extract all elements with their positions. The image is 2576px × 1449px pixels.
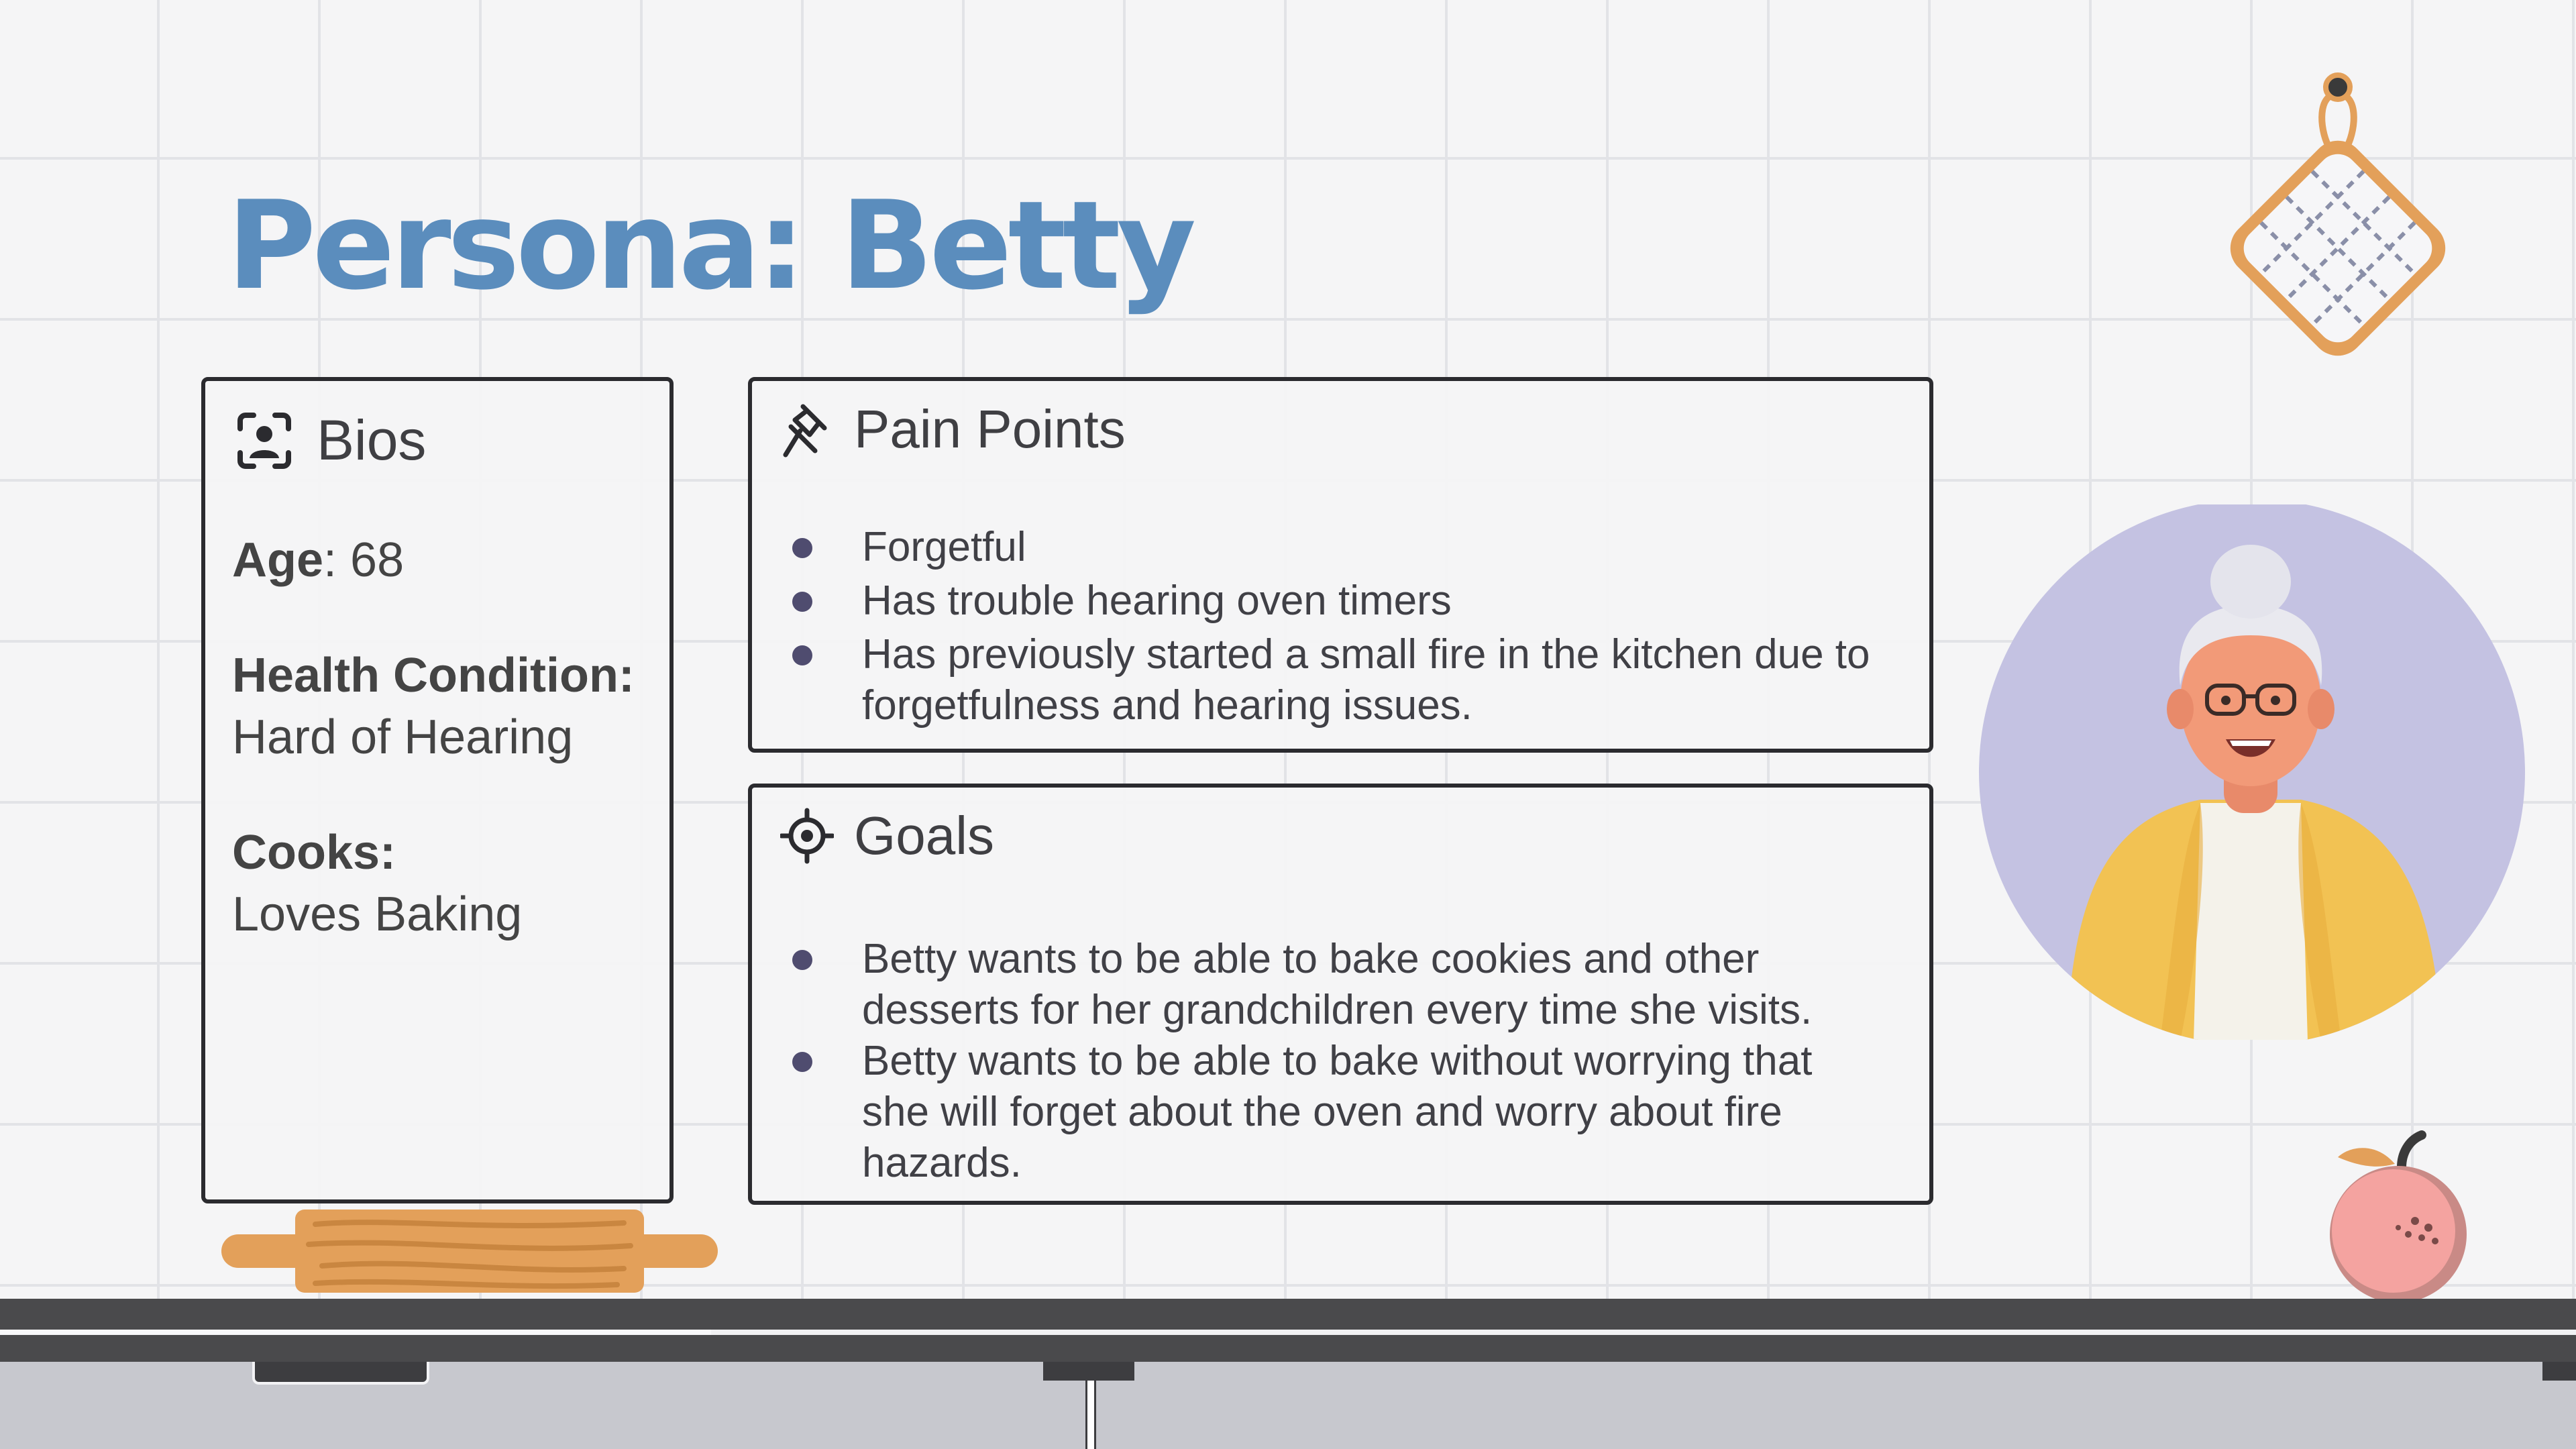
- rolling-pin-illustration: [221, 1204, 718, 1298]
- bullet-dot: [792, 1052, 812, 1072]
- goals-card: [748, 784, 1933, 1205]
- cabinet-handle: [2542, 1362, 2576, 1381]
- cooks-field: [232, 822, 643, 945]
- counter-top: [0, 1299, 2576, 1330]
- cabinet-handle: [1043, 1362, 1134, 1381]
- goals-header: [780, 804, 994, 868]
- pot-holder-illustration: [2204, 67, 2472, 376]
- target-crosshair-icon: [780, 804, 834, 868]
- counter-front: [0, 1335, 2576, 1362]
- bios-header: [232, 408, 643, 473]
- bullet-dot: [792, 538, 812, 558]
- betty-avatar-illustration: [1979, 504, 2526, 1040]
- age-field: [232, 529, 643, 591]
- bullet-dot: [792, 592, 812, 612]
- cooks-value: Loves Baking: [232, 888, 523, 941]
- health-field: [232, 645, 643, 768]
- list-item: Has previously started a small fire in the kitchen due to forgetfulness and hearing issues.: [779, 629, 1909, 731]
- list-item: Forgetful: [779, 522, 1909, 573]
- cabinet-handle: [252, 1362, 429, 1385]
- goals-list: [779, 934, 1879, 1189]
- goals-heading: Goals: [854, 806, 994, 865]
- age-value: : 68: [323, 533, 405, 587]
- age-label: Age: [232, 533, 324, 587]
- counter-seam: [0, 1330, 711, 1335]
- list-item: Betty wants to be able to bake cookies and other desserts for her grandchildren every time she visits.: [779, 934, 1879, 1036]
- cooks-label: Cooks:: [232, 826, 396, 879]
- pain-points-heading: Pain Points: [854, 399, 1126, 459]
- page-title: Persona: Betty: [227, 174, 1193, 317]
- pain-points-header: [780, 397, 1126, 462]
- pain-points-card: [748, 377, 1933, 753]
- profile-badge-icon: [232, 409, 297, 473]
- bios-card: [201, 377, 674, 1203]
- pushpin-icon: [780, 397, 834, 462]
- pain-points-list: [779, 522, 1909, 734]
- apple-illustration: [2314, 1127, 2482, 1301]
- list-item: Betty wants to be able to bake without worrying that she will forget about the oven and worry about fire hazards.: [779, 1036, 1879, 1189]
- cabinet-divider: [1085, 1381, 1096, 1449]
- bullet-dot: [792, 950, 812, 970]
- list-item: Has trouble hearing oven timers: [779, 576, 1909, 627]
- bios-heading: Bios: [317, 409, 427, 472]
- health-value: Hard of Hearing: [232, 710, 574, 764]
- health-label: Health Condition:: [232, 649, 635, 702]
- bullet-dot: [792, 645, 812, 665]
